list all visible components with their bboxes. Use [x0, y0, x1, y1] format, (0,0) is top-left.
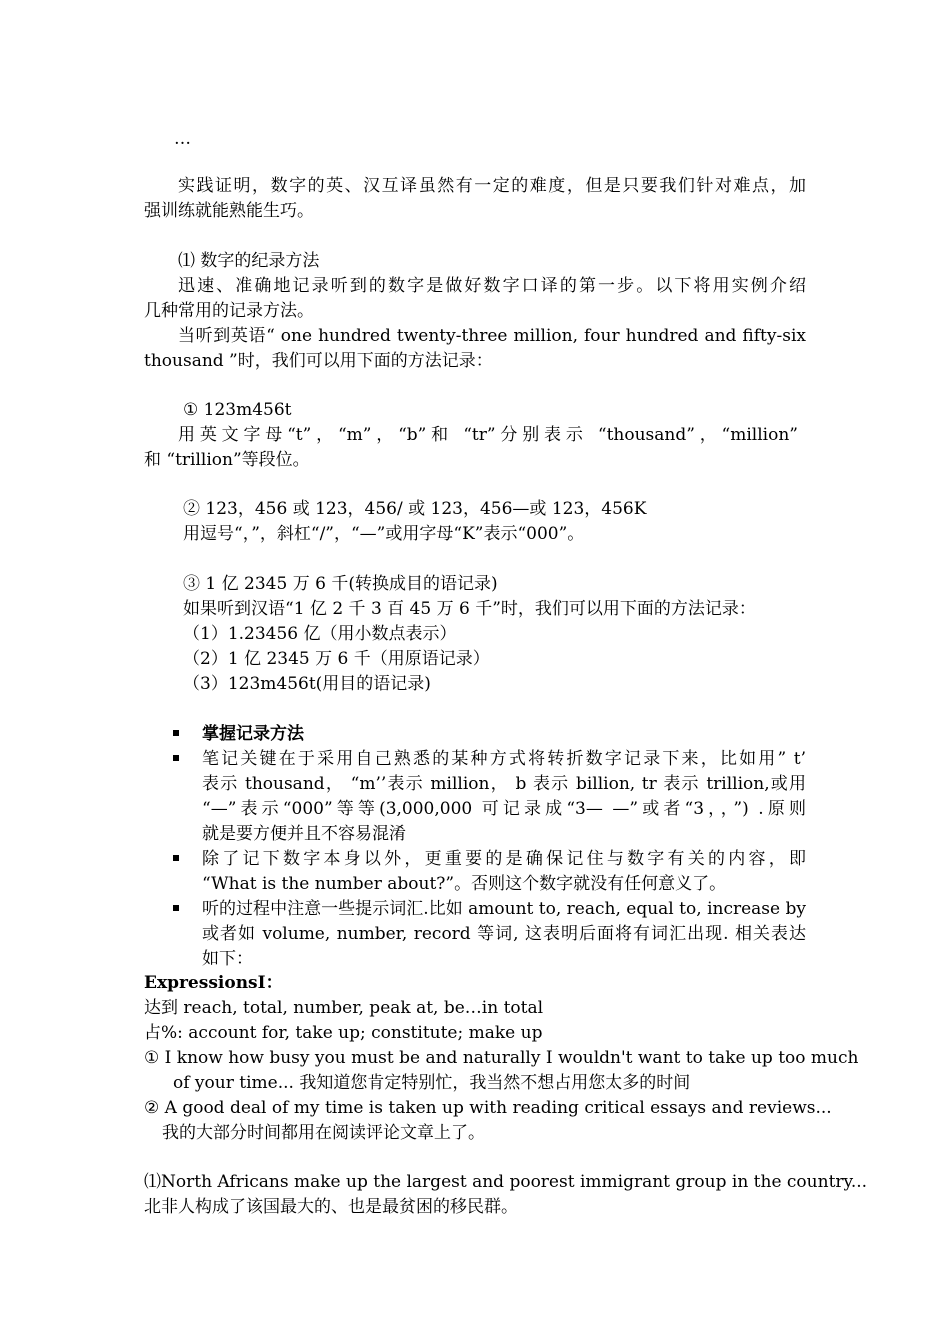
expressions-heading: ExpressionsⅠ： [144, 973, 283, 993]
method-2-label: ② 123，456 或 123，456/ 或 123，456—或 123，456K [183, 499, 647, 519]
bullet-2-line-2: 表示 thousand， “m’’表示 million， b 表示 billion, tr 表示 trillion,或用 [202, 774, 806, 794]
bullet-4-line-3: 如下： [202, 949, 253, 969]
section-heading: ⑴ 数字的纪录方法 [178, 251, 320, 271]
bullet-square-icon [173, 855, 179, 861]
expression-account: 占%: account for, take up; constitute; make up [144, 1023, 543, 1043]
ellipsis: … [174, 129, 191, 149]
method-1-desc-line-2: 和 “trillion”等段位。 [144, 450, 310, 470]
method-1-label: ① 123m456t [183, 400, 292, 420]
example-2-line-2: 我的大部分时间都用在阅读评论文章上了。 [162, 1123, 485, 1143]
intro-line-1: 实践证明，数字的英、汉互译虽然有一定的难度，但是只要我们针对难点，加 [178, 176, 806, 196]
bullet-square-icon [173, 755, 179, 761]
method-3-item: （3）123m456t(用目的语记录) [183, 674, 431, 694]
bullet-3-line-2: “What is the number about?”。否则这个数字就没有任何意义了。 [202, 874, 727, 894]
bullet-square-icon [173, 730, 179, 736]
example-3-line-2: 北非人构成了该国最大的、也是最贫困的移民群。 [144, 1197, 518, 1217]
expression-reach: 达到 reach, total, number, peak at, be…in total [144, 998, 544, 1018]
bullet-1-text: 掌握记录方法 [202, 724, 304, 744]
method-1-desc-line-1: 用英文字母“t”，“m”，“b”和 “tr”分别表示 “thousand”，“million” [178, 425, 798, 445]
section-para-1-line-1: 迅速、准确地记录听到的数字是做好数字口译的第一步。以下将用实例介绍 [178, 276, 806, 296]
bullet-2-line-3: “—”表示“000”等等(3,000,000 可记录成“3— —”或者“3，，”) .原则 [202, 799, 806, 819]
section-para-1-line-2: 几种常用的记录方法。 [144, 301, 314, 321]
bullet-4-line-1: 听的过程中注意一些提示词汇.比如 amount to, reach, equal to, increase by [202, 899, 806, 919]
bullet-2-line-1: 笔记关键在于采用自己熟悉的某种方式将转折数字记录下来，比如用” t’ [202, 749, 806, 769]
bullet-2-line-4: 就是要方便并且不容易混淆 [202, 824, 406, 844]
method-3-desc: 如果听到汉语“1 亿 2 千 3 百 45 万 6 千”时，我们可以用下面的方法记录： [183, 599, 756, 619]
bullet-4-line-2: 或者如 volume, number, record 等词, 这表明后面将有词汇出现. 相关表达 [202, 924, 806, 944]
method-2-desc: 用逗号“，”，斜杠“/”，“—”或用字母“K”表示“000”。 [183, 524, 585, 544]
bullet-square-icon [173, 905, 179, 911]
method-3-item: （2）1 亿 2345 万 6 千（用原语记录） [183, 649, 490, 669]
example-1-line-1: ① I know how busy you must be and naturally I wouldn't want to take up too much [144, 1048, 859, 1068]
example-3-line-1: ⑴North Africans make up the largest and poorest immigrant group in the country... [144, 1172, 868, 1192]
section-para-2-line-2: thousand ”时，我们可以用下面的方法记录： [144, 351, 493, 371]
example-1-line-2: of your time... 我知道您肯定特别忙，我当然不想占用您太多的时间 [173, 1073, 691, 1093]
intro-line-2: 强训练就能熟能生巧。 [144, 201, 314, 221]
section-para-2-line-1: 当听到英语“ one hundred twenty-three million, four hundred and fifty-six [178, 326, 806, 346]
bullet-3-line-1: 除了记下数字本身以外，更重要的是确保记住与数字有关的内容，即 [202, 849, 806, 869]
example-2-line-1: ② A good deal of my time is taken up with reading critical essays and reviews... [144, 1098, 832, 1118]
method-3-item: （1）1.23456 亿（用小数点表示） [183, 624, 457, 644]
method-3-label: ③ 1 亿 2345 万 6 千(转换成目的语记录) [183, 574, 498, 594]
